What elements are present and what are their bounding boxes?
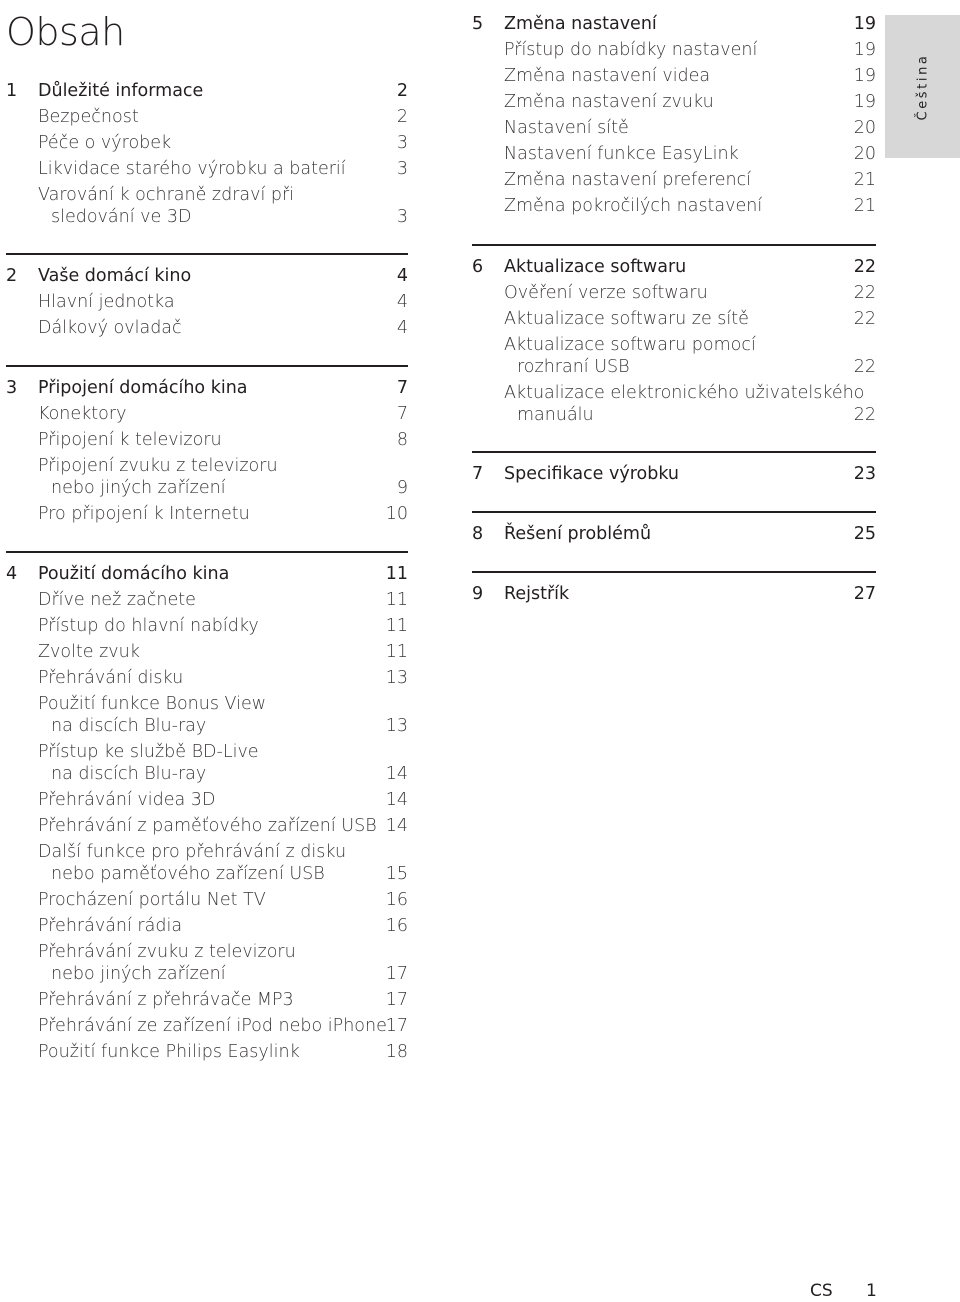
entry-label-continued: na discích Blu-ray [51,716,207,736]
section-divider [6,551,408,553]
entry-page: 14 [385,790,408,810]
entry-page: 19 [853,40,876,60]
entry-label: Změna pokročilých nastavení [504,196,763,216]
section-title: Důležité informace [38,81,204,101]
section-divider [472,451,876,453]
footer-page-number: 1 [866,1281,877,1301]
entry-page: 10 [385,504,408,524]
entry-page: 19 [853,92,876,112]
entry-label: Připojení k televizoru [38,430,222,450]
section-page: 22 [853,257,876,277]
entry-label: Nastavení funkce EasyLink [504,144,739,164]
entry-label: Procházení portálu Net TV [38,890,266,910]
section-page: 19 [853,14,876,34]
section-number: 4 [6,564,18,584]
section-divider [472,511,876,513]
entry-page: 13 [385,716,408,736]
entry-page: 16 [385,916,408,936]
entry-label: Aktualizace softwaru pomocí [504,335,756,355]
entry-label: Přístup ke službě BD-Live [38,742,259,762]
section-page: 25 [853,524,876,544]
section-number: 5 [472,14,484,34]
section-number: 1 [6,81,18,101]
entry-label: Přehrávání z paměťového zařízení USB [38,816,377,836]
entry-label-continued: nebo jiných zařízení [51,478,226,498]
section-title: Specifikace výrobku [504,464,680,484]
entry-page: 15 [385,864,408,884]
entry-page: 3 [396,159,408,179]
section-title: Aktualizace softwaru [504,257,687,277]
section-title: Rejstřík [504,584,570,604]
section-number: 6 [472,257,484,277]
section-page: 7 [396,378,408,398]
entry-label-continued: sledování ve 3D [51,207,192,227]
section-page: 27 [853,584,876,604]
entry-label: Bezpečnost [38,107,139,127]
entry-page: 11 [385,616,408,636]
page-title: Obsah [6,10,125,54]
language-tab-label: Čeština [915,53,930,120]
entry-label: Aktualizace softwaru ze sítě [504,309,749,329]
entry-label: Přehrávání ze zařízení iPod nebo iPhone [38,1016,387,1036]
entry-label: Pro připojení k Internetu [38,504,250,524]
entry-page: 9 [396,478,408,498]
entry-label: Přehrávání videa 3D [38,790,216,810]
entry-label: Změna nastavení zvuku [504,92,714,112]
entry-page: 21 [853,196,876,216]
entry-page: 8 [396,430,408,450]
entry-page: 3 [396,207,408,227]
entry-label: Varování k ochraně zdraví při [38,185,295,205]
section-divider [472,571,876,573]
entry-label: Změna nastavení preferencí [504,170,752,190]
entry-page: 7 [396,404,408,424]
entry-label: Přístup do nabídky nastavení [504,40,758,60]
entry-label-continued: rozhraní USB [517,357,630,377]
entry-label: Přístup do hlavní nabídky [38,616,259,636]
section-number: 9 [472,584,484,604]
entry-page: 20 [853,118,876,138]
entry-page: 4 [396,292,408,312]
section-number: 8 [472,524,484,544]
entry-page: 21 [853,170,876,190]
entry-page: 13 [385,668,408,688]
entry-page: 2 [396,107,408,127]
entry-label: Přehrávání zvuku z televizoru [38,942,296,962]
entry-label: Zvolte zvuk [38,642,140,662]
language-tab [885,15,960,158]
entry-page: 17 [385,1016,408,1036]
section-number: 2 [6,266,18,286]
section-number: 3 [6,378,18,398]
section-divider [6,253,408,255]
entry-page: 22 [853,405,876,425]
section-page: 23 [853,464,876,484]
entry-page: 14 [385,764,408,784]
entry-label: Aktualizace elektronického uživatelského [504,383,865,403]
entry-label: Dálkový ovladač [38,318,182,338]
entry-label: Připojení zvuku z televizoru [38,456,278,476]
entry-label-continued: nebo paměťového zařízení USB [51,864,325,884]
entry-page: 22 [853,283,876,303]
section-title: Použití domácího kina [38,564,230,584]
entry-page: 4 [396,318,408,338]
entry-label: Přehrávání rádia [38,916,183,936]
entry-label: Přehrávání z přehrávače MP3 [38,990,294,1010]
section-divider [472,244,876,246]
entry-page: 17 [385,990,408,1010]
footer-language-code: CS [810,1281,833,1301]
entry-page: 20 [853,144,876,164]
entry-page: 3 [396,133,408,153]
entry-label: Přehrávání disku [38,668,184,688]
entry-page: 11 [385,590,408,610]
section-title: Řešení problémů [504,524,652,544]
entry-label: Ověření verze softwaru [504,283,708,303]
entry-label: Péče o výrobek [38,133,172,153]
entry-page: 22 [853,357,876,377]
section-divider [6,365,408,367]
entry-label-continued: na discích Blu-ray [51,764,207,784]
entry-label: Použití funkce Bonus View [38,694,267,714]
entry-label: Hlavní jednotka [38,292,175,312]
section-page: 11 [385,564,408,584]
entry-label: Konektory [38,404,127,424]
entry-label-continued: nebo jiných zařízení [51,964,226,984]
entry-page: 11 [385,642,408,662]
entry-page: 17 [385,964,408,984]
section-number: 7 [472,464,484,484]
section-title: Vaše domácí kino [38,266,192,286]
section-title: Připojení domácího kina [38,378,248,398]
entry-page: 19 [853,66,876,86]
entry-label-continued: manuálu [517,405,594,425]
entry-page: 16 [385,890,408,910]
section-page: 4 [396,266,408,286]
entry-page: 22 [853,309,876,329]
entry-label: Nastavení sítě [504,118,629,138]
entry-label: Likvidace starého výrobku a baterií [38,159,346,179]
entry-page: 14 [385,816,408,836]
entry-label: Další funkce pro přehrávání z disku [38,842,347,862]
entry-page: 18 [385,1042,408,1062]
entry-label: Dříve než začnete [38,590,196,610]
entry-label: Použití funkce Philips Easylink [38,1042,300,1062]
section-title: Změna nastavení [504,14,657,34]
section-page: 2 [396,81,408,101]
entry-label: Změna nastavení videa [504,66,711,86]
